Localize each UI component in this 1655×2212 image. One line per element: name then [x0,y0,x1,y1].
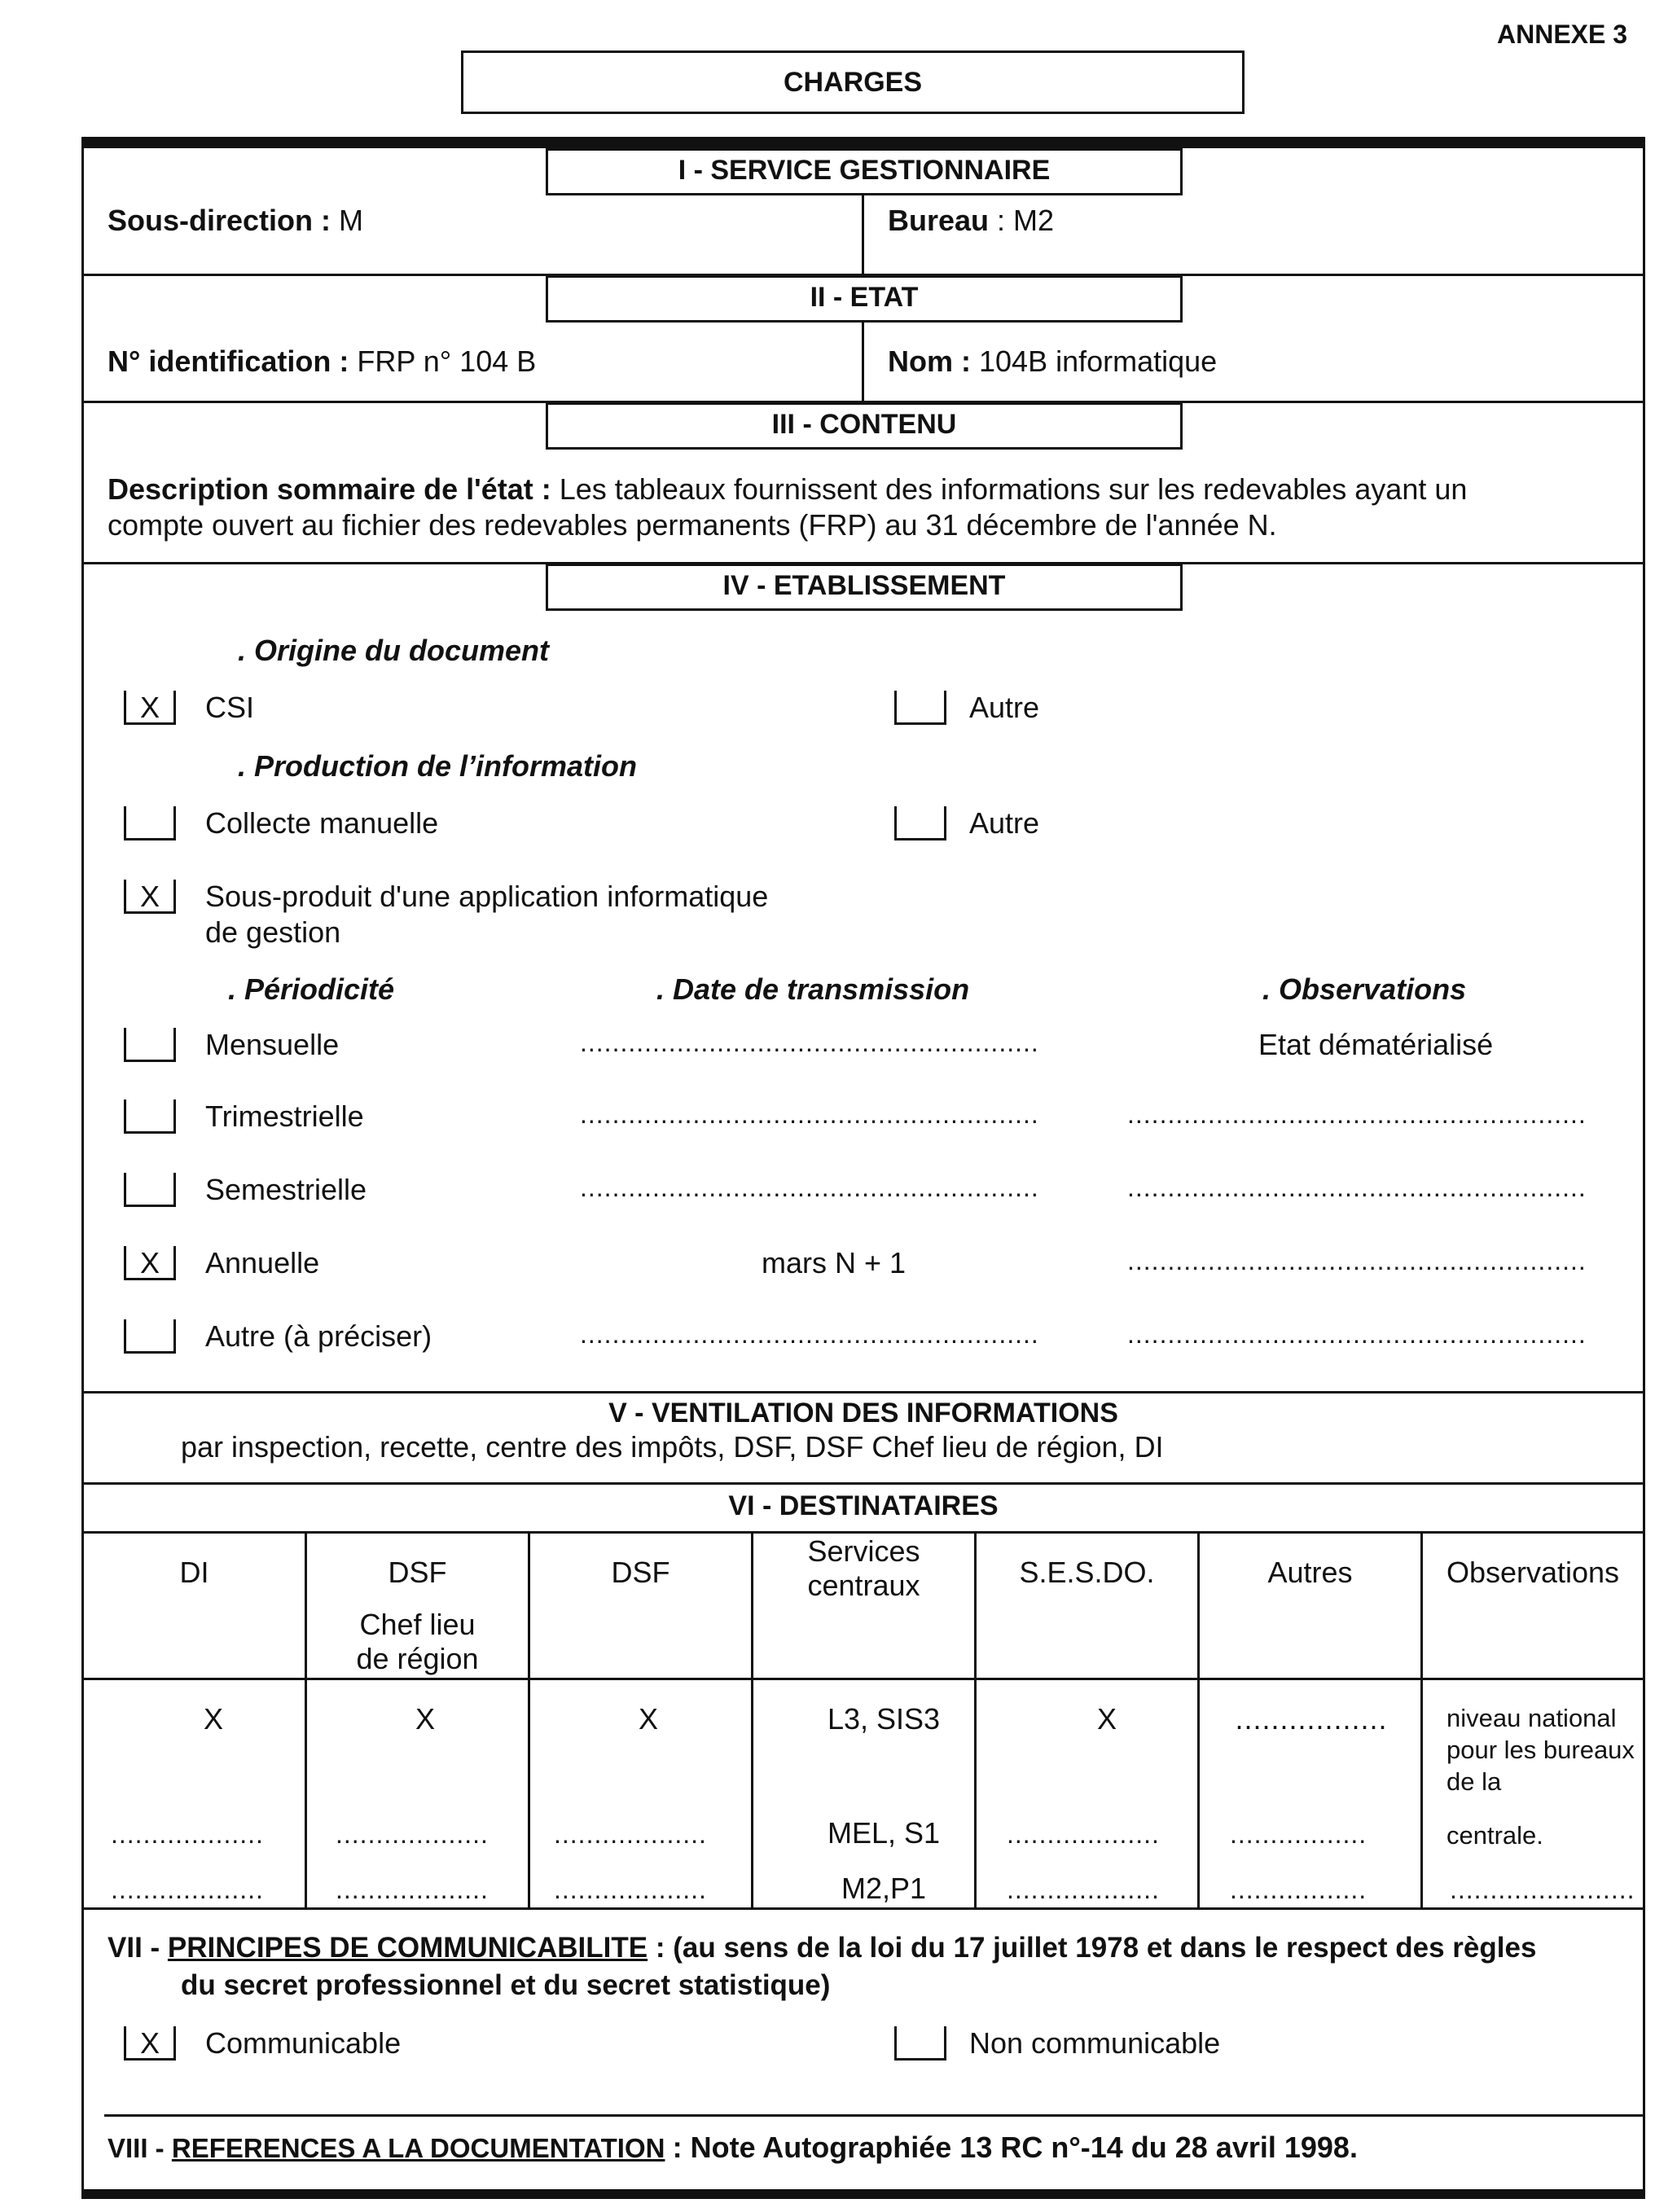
section-6-bottom [81,1907,1645,1910]
trimestrielle-date: ......................................................... [580,1099,1039,1129]
nom-label: Nom : [888,345,971,378]
section-7-prefix: VII - [108,1932,160,1964]
non-communicable-checkbox[interactable] [894,2026,946,2061]
row1-sesdo: X [1096,1702,1117,1736]
bureau [888,204,1054,238]
annuelle-date: mars N + 1 [762,1246,907,1279]
row1-autres: ................. [1235,1702,1388,1736]
trimestrielle-checkbox[interactable] [124,1099,176,1134]
communicabilite-line-2: du secret professionnel et du secret statistique) [181,1969,831,2001]
communicable-checkbox[interactable]: X [124,2026,176,2061]
section-1-title: I - SERVICE GESTIONNAIRE [546,148,1183,195]
row2-sesdo: ................... [1007,1819,1160,1849]
identification [108,345,536,379]
frame-left [81,137,84,2197]
row1-observations: niveau national pour les bureaux de la [1446,1704,1635,1796]
row2-services-centraux: MEL, S1 [827,1816,941,1850]
section-6-title: VI - DESTINATAIRES [728,1490,999,1521]
nom-value: 104B informatique [979,345,1218,378]
origine-heading: . Origine du document [238,634,550,667]
row3-autres: ................. [1230,1875,1367,1904]
csi-label: CSI [205,691,255,724]
form-title: CHARGES [461,50,1245,114]
sous-produit-label-1: Sous-produit d'une application informatique [205,880,769,913]
sous-produit-label-2: de gestion [205,915,341,949]
autre-preciser-observation: ......................................................... [1127,1319,1587,1349]
mensuelle-label: Mensuelle [205,1028,340,1061]
header-dsf-sub: Chef lieu de région [356,1608,479,1675]
description-line-2: compte ouvert au fichier des redevables permanents (FRP) au 31 décembre de l'année N. [108,508,1277,542]
annuelle-label: Annuelle [205,1246,320,1279]
header-observations: Observations [1446,1556,1620,1589]
row3-dsf-chef-lieu: ................... [336,1875,489,1904]
row2-dsf-chef-lieu: ................... [336,1819,489,1849]
trimestrielle-label: Trimestrielle [205,1099,364,1133]
row3-observations: ....................... [1450,1875,1635,1904]
section-7-bottom [104,2114,1645,2117]
section-2-divider [862,323,864,401]
sous-direction-label: Sous-direction : [108,204,331,237]
autre-preciser-label: Autre (à préciser) [205,1319,432,1353]
header-dsf-chef-lieu: DSF [388,1556,447,1589]
row1-dsf-chef-lieu: X [415,1702,435,1736]
mensuelle-date: ......................................................... [580,1028,1039,1057]
section-8-prefix: VIII - [108,2133,165,2163]
row3-sesdo: ................... [1007,1875,1160,1904]
ventilation-text: par inspection, recette, centre des impôts, DSF, DSF Chef lieu de région, DI [181,1430,1164,1464]
identification-value: FRP n° 104 B [357,345,537,378]
semestrielle-checkbox[interactable] [124,1173,176,1207]
annex-label: ANNEXE 3 [1497,20,1628,49]
row2-observations: centrale. [1446,1821,1543,1850]
sous-direction-value: M [339,204,364,237]
date-heading: . Date de transmission [656,972,970,1006]
autre-preciser-checkbox[interactable] [124,1319,176,1354]
sous-produit-checkbox[interactable]: X [124,880,176,914]
periodicite-heading: . Périodicité [228,972,395,1006]
annuelle-observation: ......................................................... [1127,1246,1587,1275]
section-4-bottom [81,1391,1645,1393]
production-autre-checkbox[interactable] [894,806,946,840]
production-heading: . Production de l’information [238,749,637,783]
semestrielle-observation: ......................................................... [1127,1173,1587,1202]
nom [888,345,1217,379]
section-8-title: REFERENCES A LA DOCUMENTATION [171,2133,665,2163]
header-autres: Autres [1267,1556,1353,1589]
section-5-title: V - VENTILATION DES INFORMATIONS [608,1398,1118,1429]
header-dsf: DSF [611,1556,670,1589]
production-autre-label: Autre [969,806,1040,840]
section-5-bottom [81,1482,1645,1485]
sous-direction [108,204,363,238]
frame-bottom [81,2189,1645,2199]
description-line-1 [108,472,1467,507]
header-services-centraux: Services centraux [807,1534,920,1602]
row2-di: ................... [111,1819,264,1849]
bureau-label: Bureau [888,204,990,237]
mensuelle-checkbox[interactable] [124,1028,176,1062]
communicable-label: Communicable [205,2026,402,2060]
non-communicable-label: Non communicable [969,2026,1221,2060]
row3-services-centraux: M2,P1 [841,1872,927,1905]
row3-dsf: ................... [554,1875,707,1904]
section-6-title-bottom [81,1531,1645,1534]
section-7-text-1: : (au sens de la loi du 17 juillet 1978 et dans le respect des règles [655,1932,1537,1964]
bureau-value: : M2 [997,204,1055,237]
autre-preciser-date: ......................................................... [580,1319,1039,1349]
references [108,2131,1358,2165]
frame-right [1643,137,1645,2197]
mensuelle-observation: Etat dématérialisé [1258,1028,1494,1061]
row1-dsf: X [638,1702,658,1736]
annuelle-checkbox[interactable]: X [124,1246,176,1280]
communicabilite-line-1 [108,1932,1536,1964]
origine-autre-label: Autre [969,691,1040,724]
section-8-text: : Note Autographiée 13 RC n°-14 du 28 avril 1998. [672,2131,1358,2164]
identification-label: N° identification : [108,345,349,378]
csi-checkbox[interactable]: X [124,691,176,725]
header-sesdo: S.E.S.DO. [1019,1556,1155,1589]
header-row-bottom [81,1678,1645,1680]
row2-dsf: ................... [554,1819,707,1849]
row3-di: ................... [111,1875,264,1904]
semestrielle-label: Semestrielle [205,1173,367,1206]
header-di: DI [179,1556,209,1589]
section-4-title: IV - ETABLISSEMENT [546,564,1183,611]
row1-di: X [203,1702,223,1736]
description-text-1: Les tableaux fournissent des informations sur les redevables ayant un [559,472,1468,506]
row2-autres: ................. [1230,1819,1367,1849]
row1-services-centraux: L3, SIS3 [827,1702,941,1736]
collecte-label: Collecte manuelle [205,806,439,840]
observations-heading: . Observations [1262,972,1467,1006]
section-2-title: II - ETAT [546,275,1183,323]
section-3-title: III - CONTENU [546,402,1183,450]
origine-autre-checkbox[interactable] [894,691,946,725]
frame-top [81,137,1645,148]
collecte-checkbox[interactable] [124,806,176,840]
trimestrielle-observation: ......................................................... [1127,1099,1587,1129]
section-7-title: PRINCIPES DE COMMUNICABILITE [167,1932,648,1964]
description-label: Description sommaire de l'état : [108,472,551,506]
section-1-divider [862,195,864,275]
semestrielle-date: ......................................................... [580,1173,1039,1202]
